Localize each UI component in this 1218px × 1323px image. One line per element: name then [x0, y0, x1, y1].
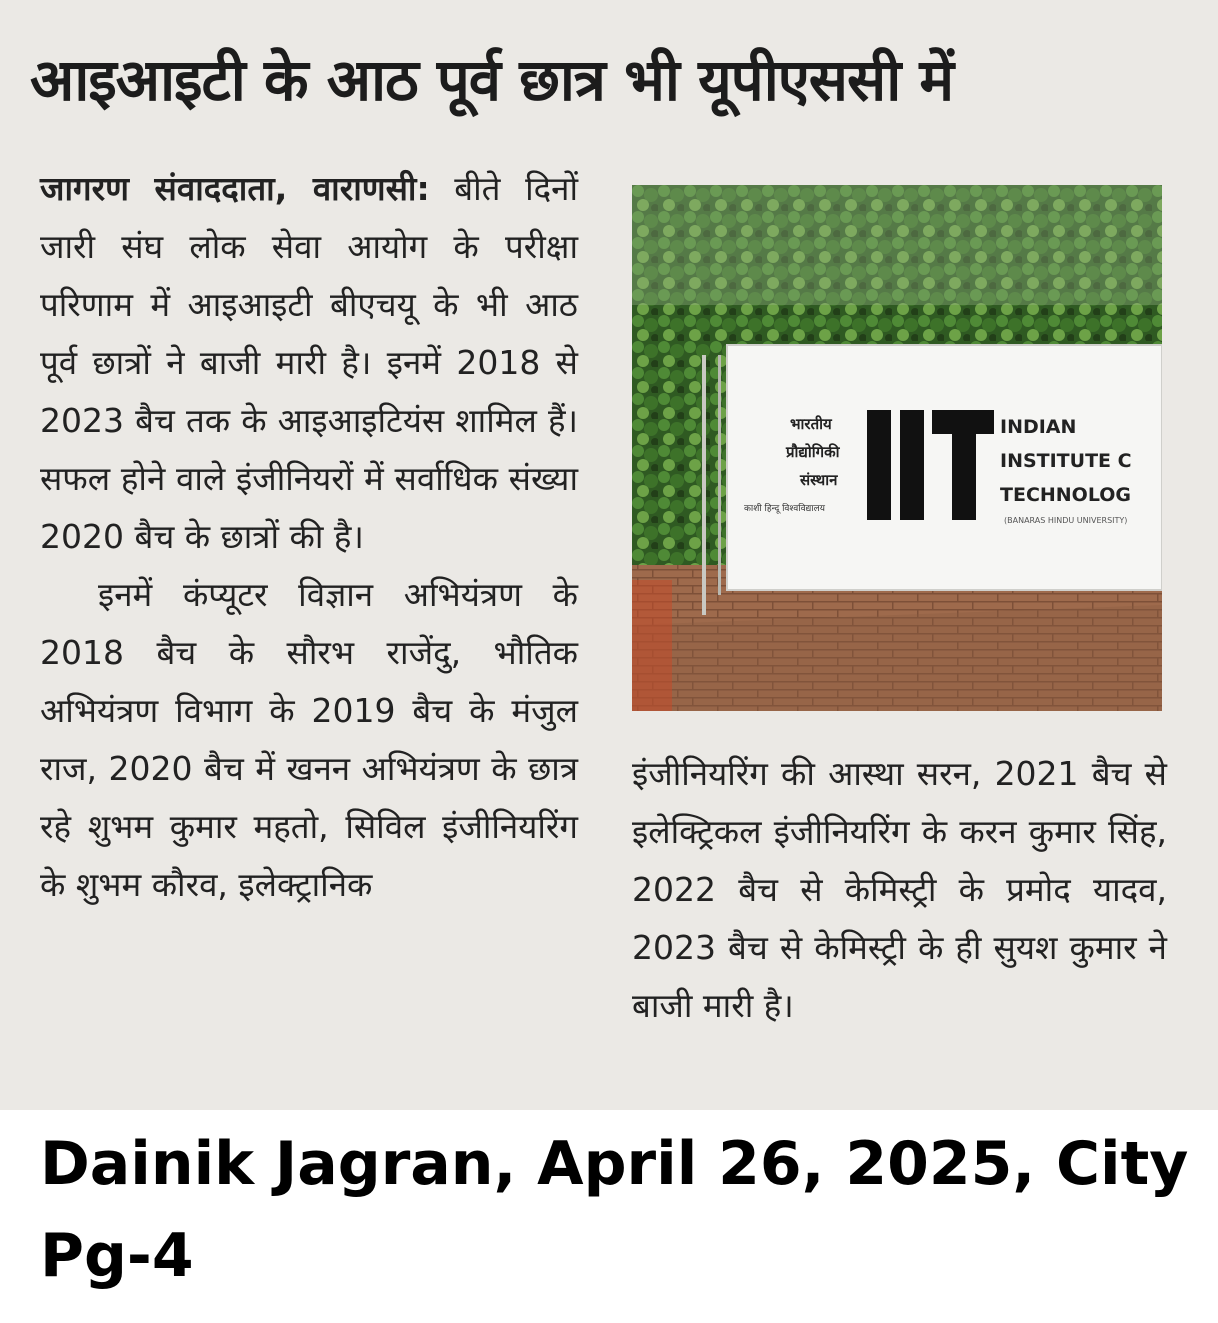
article-column-left [40, 160, 578, 914]
institute-signboard [727, 345, 1162, 590]
signboard-hindi-subline: काशी हिन्दू विश्वविद्यालय [744, 504, 825, 514]
article-photo [632, 185, 1162, 711]
article-paragraph-1 [40, 160, 578, 566]
signboard-english-line-1: INDIAN [1000, 416, 1077, 438]
signboard-hindi-line-3: संस्थान [800, 471, 838, 489]
article-byline: जागरण संवाददाता, वाराणसी: [40, 169, 430, 208]
signboard-hindi-line-2: प्रौद्योगिकी [786, 443, 840, 461]
signboard-hindi-line-1: भारतीय [790, 415, 832, 433]
signboard-english-line-2: INSTITUTE C [1000, 450, 1132, 472]
signboard-english-line-3: TECHNOLOG [1000, 484, 1132, 506]
article-column-right [632, 745, 1167, 1035]
signboard-english-subline: (BANARAS HINDU UNIVERSITY) [1004, 516, 1128, 525]
article-headline: आइआइटी के आठ पूर्व छात्र भी यूपीएससी में [30, 46, 954, 114]
article-paragraph-1-text: बीते दिनों जारी संघ लोक सेवा आयोग के परीक्षा परिणाम में आइआइटी बीएचयू के भी आठ पूर्व छात्रों ने बाजी मारी है। इनमें 2018 से 2023 बैच तक के आइआइटियंस शामिल हैं। सफल होने वाले इंजीनियरों में सर्वाधिक संख्या 2020 बैच के छात्रों की है। [40, 169, 579, 556]
article-paragraph-2: इनमें कंप्यूटर विज्ञान अभियंत्रण के 2018 बैच के सौरभ राजेंदु, भौतिक अभियंत्रण विभाग के 2019 बैच के मंजुल राज, 2020 बैच में खनन अभियंत्रण के छात्र रहे शुभम कुमार महतो, सिविल इंजीनियरिंग के शुभम कौरव, इलेक्ट्रानिक [40, 575, 578, 904]
article-paragraph-2-continued: इंजीनियरिंग की आस्था सरन, 2021 बैच से इलेक्ट्रिकल इंजीनियरिंग के करन कुमार सिंह, 2022 बैच से केमिस्ट्री के प्रमोद यादव, 2023 बैच से केमिस्ट्री के ही सुयश कुमार ने बाजी मारी है। [632, 754, 1167, 1025]
source-caption: Dainik Jagran, April 26, 2025, City Pg-4 [40, 1129, 1189, 1291]
